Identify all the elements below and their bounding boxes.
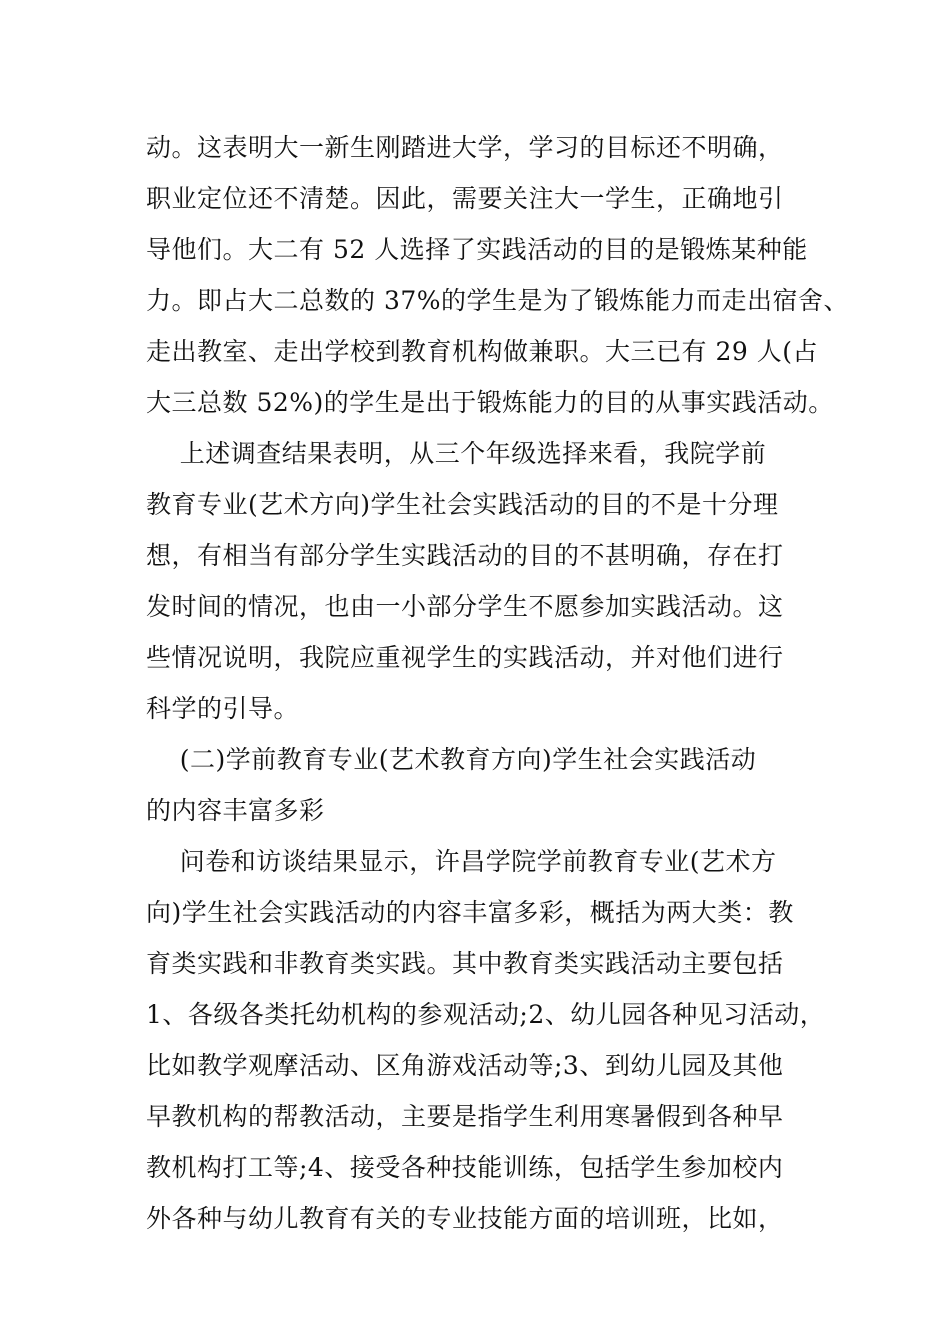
text-line: 职业定位还不清楚。因此，需要关注大一学生，正确地引 — [146, 184, 784, 213]
text-line: 1、各级各类托幼机构的参观活动;2、幼儿园各种见习活动， — [146, 1000, 826, 1029]
text-line: 向)学生社会实践活动的内容丰富多彩，概括为两大类：教 — [146, 898, 794, 927]
text-line: 育类实践和非教育类实践。其中教育类实践活动主要包括 — [146, 949, 784, 978]
text-line: 早教机构的帮教活动，主要是指学生利用寒暑假到各种早 — [146, 1102, 784, 1131]
text-line: 导他们。大二有 52 人选择了实践活动的目的是锻炼某种能 — [146, 235, 808, 264]
text-line: 些情况说明，我院应重视学生的实践活动，并对他们进行 — [146, 643, 784, 672]
text-line: (二)学前教育专业(艺术教育方向)学生社会实践活动 — [146, 745, 757, 774]
text-line: 外各种与幼儿教育有关的专业技能方面的培训班，比如， — [146, 1204, 784, 1233]
text-line: 力。即占大二总数的 37%的学生是为了锻炼能力而走出宿舍、 — [146, 286, 850, 315]
text-line: 问卷和访谈结果显示，许昌学院学前教育专业(艺术方 — [146, 847, 777, 876]
text-line: 教育专业(艺术方向)学生社会实践活动的目的不是十分理 — [146, 490, 779, 519]
text-line: 走出教室、走出学校到教育机构做兼职。大三已有 29 人(占 — [146, 337, 818, 366]
text-line: 教机构打工等;4、接受各种技能训练，包括学生参加校内 — [146, 1153, 784, 1182]
text-line: 科学的引导。 — [146, 694, 300, 723]
text-line: 动。这表明大一新生刚踏进大学，学习的目标还不明确， — [146, 133, 784, 162]
text-line: 上述调查结果表明，从三个年级选择来看，我院学前 — [146, 439, 767, 468]
text-line: 大三总数 52%)的学生是出于锻炼能力的目的从事实践活动。 — [146, 388, 834, 417]
text-line: 的内容丰富多彩 — [146, 796, 325, 825]
text-line: 想，有相当有部分学生实践活动的目的不甚明确，存在打 — [146, 541, 784, 570]
text-line: 发时间的情况，也由一小部分学生不愿参加实践活动。这 — [146, 592, 784, 621]
text-line: 比如教学观摩活动、区角游戏活动等;3、到幼儿园及其他 — [146, 1051, 784, 1080]
body-text — [146, 122, 850, 1244]
